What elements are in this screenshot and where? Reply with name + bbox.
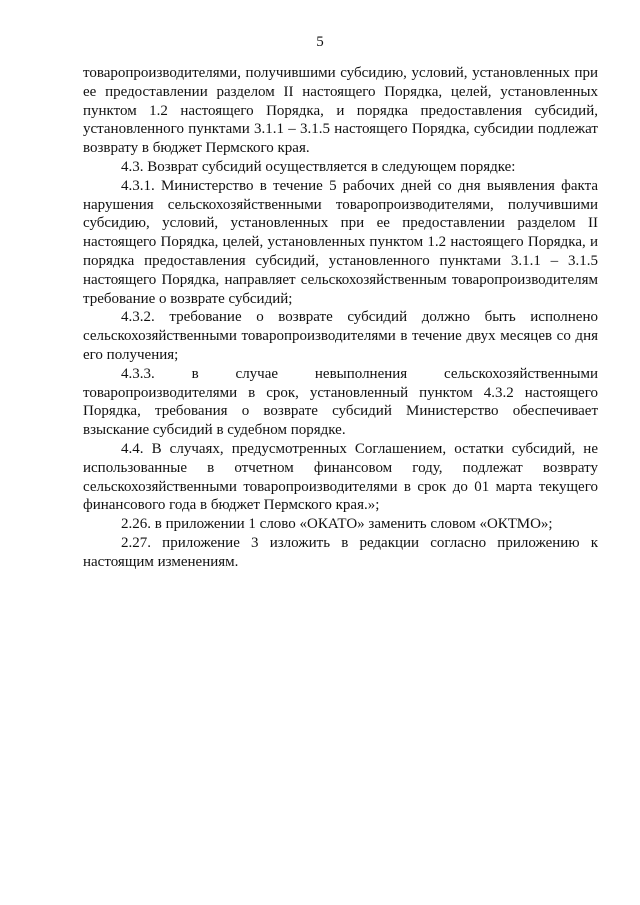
paragraph-4-3: 4.3. Возврат субсидий осуществляется в следующем порядке: (121, 158, 516, 175)
page-number: 5 (316, 34, 324, 50)
paragraph-2-26: 2.26. в приложении 1 слово «ОКАТО» заменить словом «ОКТМО»; (121, 516, 553, 533)
paragraph-4-3-2: 4.3.2. требование о возврате субсидий должно быть исполнено сельскохозяйственными товаропроизводителями в течение двух месяцев со дня его получения; (83, 309, 598, 363)
paragraph-4-3-3: 4.3.3. в случае невыполнения сельскохозяйственными товаропроизводителями в срок, установленный пунктом 4.3.2 настоящего Порядка, требования о возврате субсидий Министерство обеспечивает взыскание субсидий в судебном порядке. (83, 365, 598, 439)
paragraph-4-4: 4.4. В случаях, предусмотренных Соглашением, остатки субсидий, не использованные в отчетном финансовом году, подлежат возврату сельскохозяйственными товаропроизводителями в срок до 01 марта текущего финансового года в бюджет Пермского края.»; (83, 440, 598, 514)
paragraph-2-27: 2.27. приложение 3 изложить в редакции согласно приложению к настоящим изменениям. (83, 534, 598, 570)
paragraph-4-3-1: 4.3.1. Министерство в течение 5 рабочих дней со дня выявления факта нарушения сельскохозяйственными товаропроизводителями, получившими субсидию, условий, установленных при ее предоставлении разделом II настоящего Порядка, целей, установленных пунктом 1.2 настоящего Порядка, и порядка предоставления субсидий, установленного пунктами 3.1.1 – 3.1.5 настоящего Порядка, направляет сельскохозяйственным товаропроизводителям требование о возврате субсидий; (83, 177, 598, 307)
paragraph-continuation: товаропроизводителями, получившими субсидию, условий, установленных при ее предоставлении разделом II настоящего Порядка, целей, установленных пунктом 1.2 настоящего Порядка, и порядка предоставления субсидий, установленного пунктами 3.1.1 – 3.1.5 настоящего Порядка, субсидии подлежат возврату в бюджет Пермского края. (83, 65, 598, 157)
document-body (83, 64, 598, 572)
